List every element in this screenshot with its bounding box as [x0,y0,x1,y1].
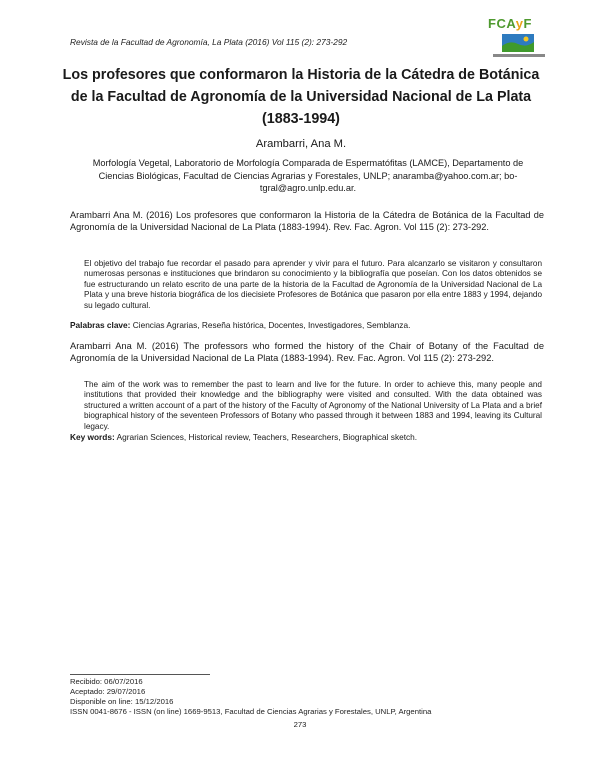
journal-header: Revista de la Facultad de Agronomía, La Plata (2016) Vol 115 (2): 273-292 [70,37,348,47]
keywords-label: Key words: [70,432,115,442]
keywords-values: Agrarian Sciences, Historical review, Teachers, Researchers, Biographical sketch. [114,432,418,442]
online-date: Disponible on line: 15/12/2016 [70,697,174,706]
received-date: Recibido: 06/07/2016 [70,677,143,686]
footnote-divider [70,674,210,675]
abstract-spanish: El objetivo del trabajo fue recordar el pasado para aprender y vivir para el futuro. Para alcanzarlo se visitaron y consultaron numerosas personas e instituciones que brindaron su conocimiento y la bibliografía que poseían. Con los datos obtenidos se fue estructurando un relato escrito de una parte de la historia de la Facultad de Agronomía de la Universidad Nacional de La Plata y una breve historia biográfica de los diecisiete Profesores de Botánica que pasaron por ella entre 1883 y 1994, dejando su legado cultural. [84,259,542,310]
logo-landscape-icon [502,34,534,52]
keywords-spanish [70,320,544,330]
keywords-label: Palabras clave: [70,320,131,330]
author-affiliation: Morfología Vegetal, Laboratorio de Morfología Comparada de Espermatófitas (LAMCE), Departamento de Ciencias Biológicas, Facultad de Ciencias Agrarias y Forestales, UNLP; anaramba@yahoo.com.ar; bo-tgral@agro.unlp.edu.ar. [92,158,524,193]
logo-text: FCAyF [488,16,532,31]
logo-caption-line [493,54,545,57]
issn-line: ISSN 0041-8676 - ISSN (on line) 1669-9513, Facultad de Ciencias Agrarias y Forestales, UNLP, Argentina [70,707,432,716]
abstract-english: The aim of the work was to remember the past to learn and live for the future. In order to achieve this, many people and institutions that provided their knowledge and the bibliography were visited and consulted. With the data obtained was structured a written account of a part of the history of the Faculty of Agronomy of the National University of La Plata and a brief biographical history of the seventeen Professors of Botany who passed through it between 1883 and 1994, leaving its Cultural legacy. [84,380,542,431]
citation-english: Arambarri Ana M. (2016) The professors who formed the history of the Chair of Botany of the Facultad de Agronomía de la Universidad Nacional de La Plata (1883-1994). Rev. Fac. Agron. Vol 115 (2): 273-292. [70,341,544,364]
page-number: 273 [293,720,307,729]
author-name: Arambarri, Ana M. [255,138,347,150]
fcayf-logo [488,16,546,58]
citation-spanish: Arambarri Ana M. (2016) Los profesores que conformaron la Historia de la Cátedra de Botánica de la Facultad de Agronomía de la Universidad Nacional de La Plata (1883-1994). Rev. Fac. Agron. Vol 115 (2): 273-292. [70,210,544,233]
keywords-english [70,432,544,442]
article-title: Los profesores que conformaron la Historia de la Cátedra de Botánica de la Facultad de Agronomía de la Universidad Nacional de La Plata (1883-1994) [62,67,540,127]
keywords-values: Ciencias Agrarias, Reseña histórica, Docentes, Investigadores, Semblanza. [130,320,411,330]
accepted-date: Aceptado: 29/07/2016 [70,687,146,696]
